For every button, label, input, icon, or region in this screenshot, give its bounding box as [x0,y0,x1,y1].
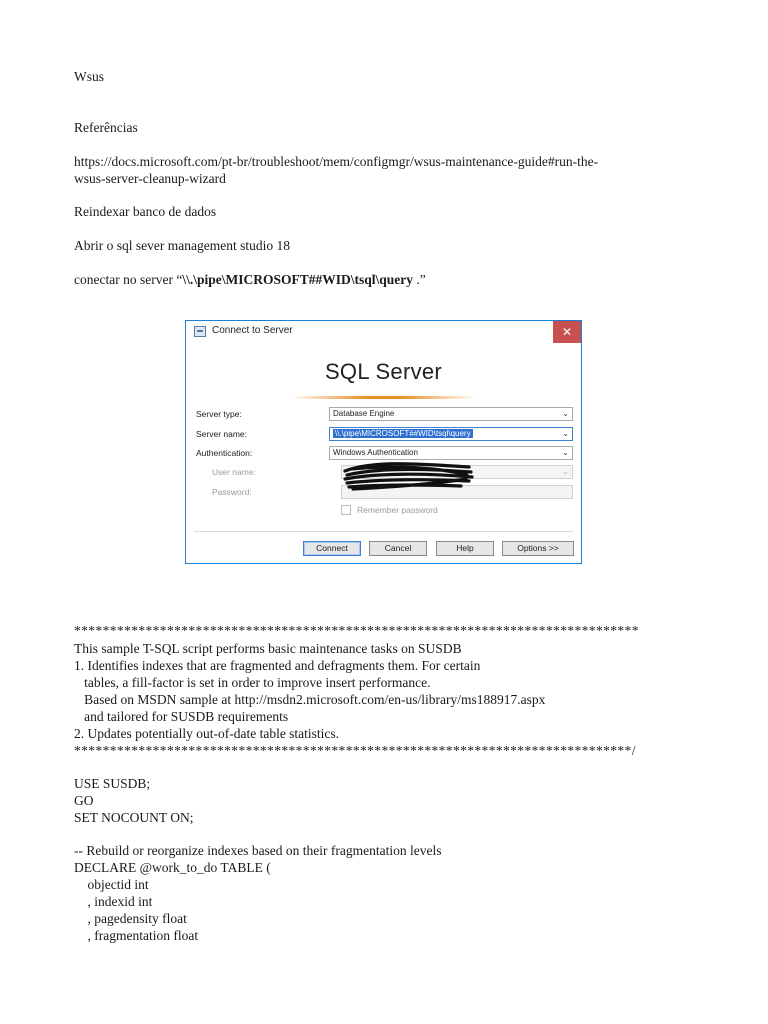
dialog-title: Connect to Server [212,325,293,336]
connect-prefix: conectar no server “ [74,272,183,287]
authentication-label: Authentication: [196,448,253,458]
reindex-heading: Reindexar banco de dados [74,204,217,219]
references-label: Referências [74,120,138,135]
connect-instruction [74,271,426,288]
close-icon[interactable]: ✕ [553,321,581,343]
script-line: , pagedensity float [74,911,187,926]
server-name-label: Server name: [196,429,248,439]
password-label: Password: [212,487,252,497]
server-type-select[interactable] [329,407,573,421]
script-line: This sample T-SQL script performs basic maintenance tasks on SUSDB [74,641,462,656]
script-line: , indexid int [74,894,153,909]
script-line: and tailored for SUSDB requirements [74,709,289,724]
server-type-label: Server type: [196,409,242,419]
reference-url[interactable] [74,153,694,187]
connect-dialog-screenshot [185,320,582,564]
remember-password-checkbox[interactable] [341,505,351,515]
script-line: USE SUSDB; [74,776,151,791]
connect-server-name: \\.\pipe\MICROSOFT##WID\tsql\query [182,272,413,287]
connect-button[interactable]: Connect [303,541,361,556]
options-button[interactable]: Options >> [502,541,574,556]
username-label: User name: [212,467,256,477]
script-line: 2. Updates potentially out-of-date table statistics. [74,726,340,741]
script-line: GO [74,793,94,808]
dialog-titlebar [186,321,581,343]
open-ssms-text: Abrir o sql sever management studio 18 [74,238,290,253]
chevron-down-icon: ⌄ [562,467,569,476]
script-comment: -- Rebuild or reorganize indexes based on their fragmentation levels [74,843,442,858]
script-line: , fragmentation float [74,928,199,943]
chevron-down-icon: ⌄ [562,429,569,438]
button-separator [194,531,573,532]
server-name-select[interactable] [329,427,573,441]
script-line: SET NOCOUNT ON; [74,810,194,825]
script-line: DECLARE @work_to_do TABLE ( [74,860,271,875]
script-line: ******************************************************************************/ [74,743,636,758]
redaction-scribble [341,459,476,493]
server-name-value: \\.\pipe\MICROSOFT##WID\tsql\query [335,429,471,438]
connect-suffix: .” [412,272,426,287]
script-line: 1. Identifies indexes that are fragmented and defragments them. For certain [74,658,481,673]
script-line: ******************************************************************************* [74,623,639,638]
ssms-app-icon [194,326,206,337]
cancel-button[interactable]: Cancel [369,541,427,556]
server-type-value: Database Engine [333,409,395,418]
reference-url-line2[interactable]: wsus-server-cleanup-wizard [74,171,226,186]
script-line: objectid int [74,877,149,892]
product-name: SQL Server [324,359,443,384]
authentication-select[interactable] [329,446,573,460]
script-line: tables, a fill-factor is set in order to improve insert performance. [74,675,431,690]
chevron-down-icon: ⌄ [562,409,569,418]
accent-line [291,396,476,399]
help-button[interactable]: Help [436,541,494,556]
script-line: Based on MSDN sample at http://msdn2.microsoft.com/en-us/library/ms188917.aspx [74,692,546,707]
doc-heading: Wsus [74,69,104,84]
authentication-value: Windows Authentication [333,448,418,457]
reference-url-line1[interactable]: https://docs.microsoft.com/pt-br/troubleshoot/mem/configmgr/wsus-maintenance-guide#run-the- [74,154,599,169]
remember-password-label: Remember password [357,505,438,515]
chevron-down-icon: ⌄ [562,448,569,457]
